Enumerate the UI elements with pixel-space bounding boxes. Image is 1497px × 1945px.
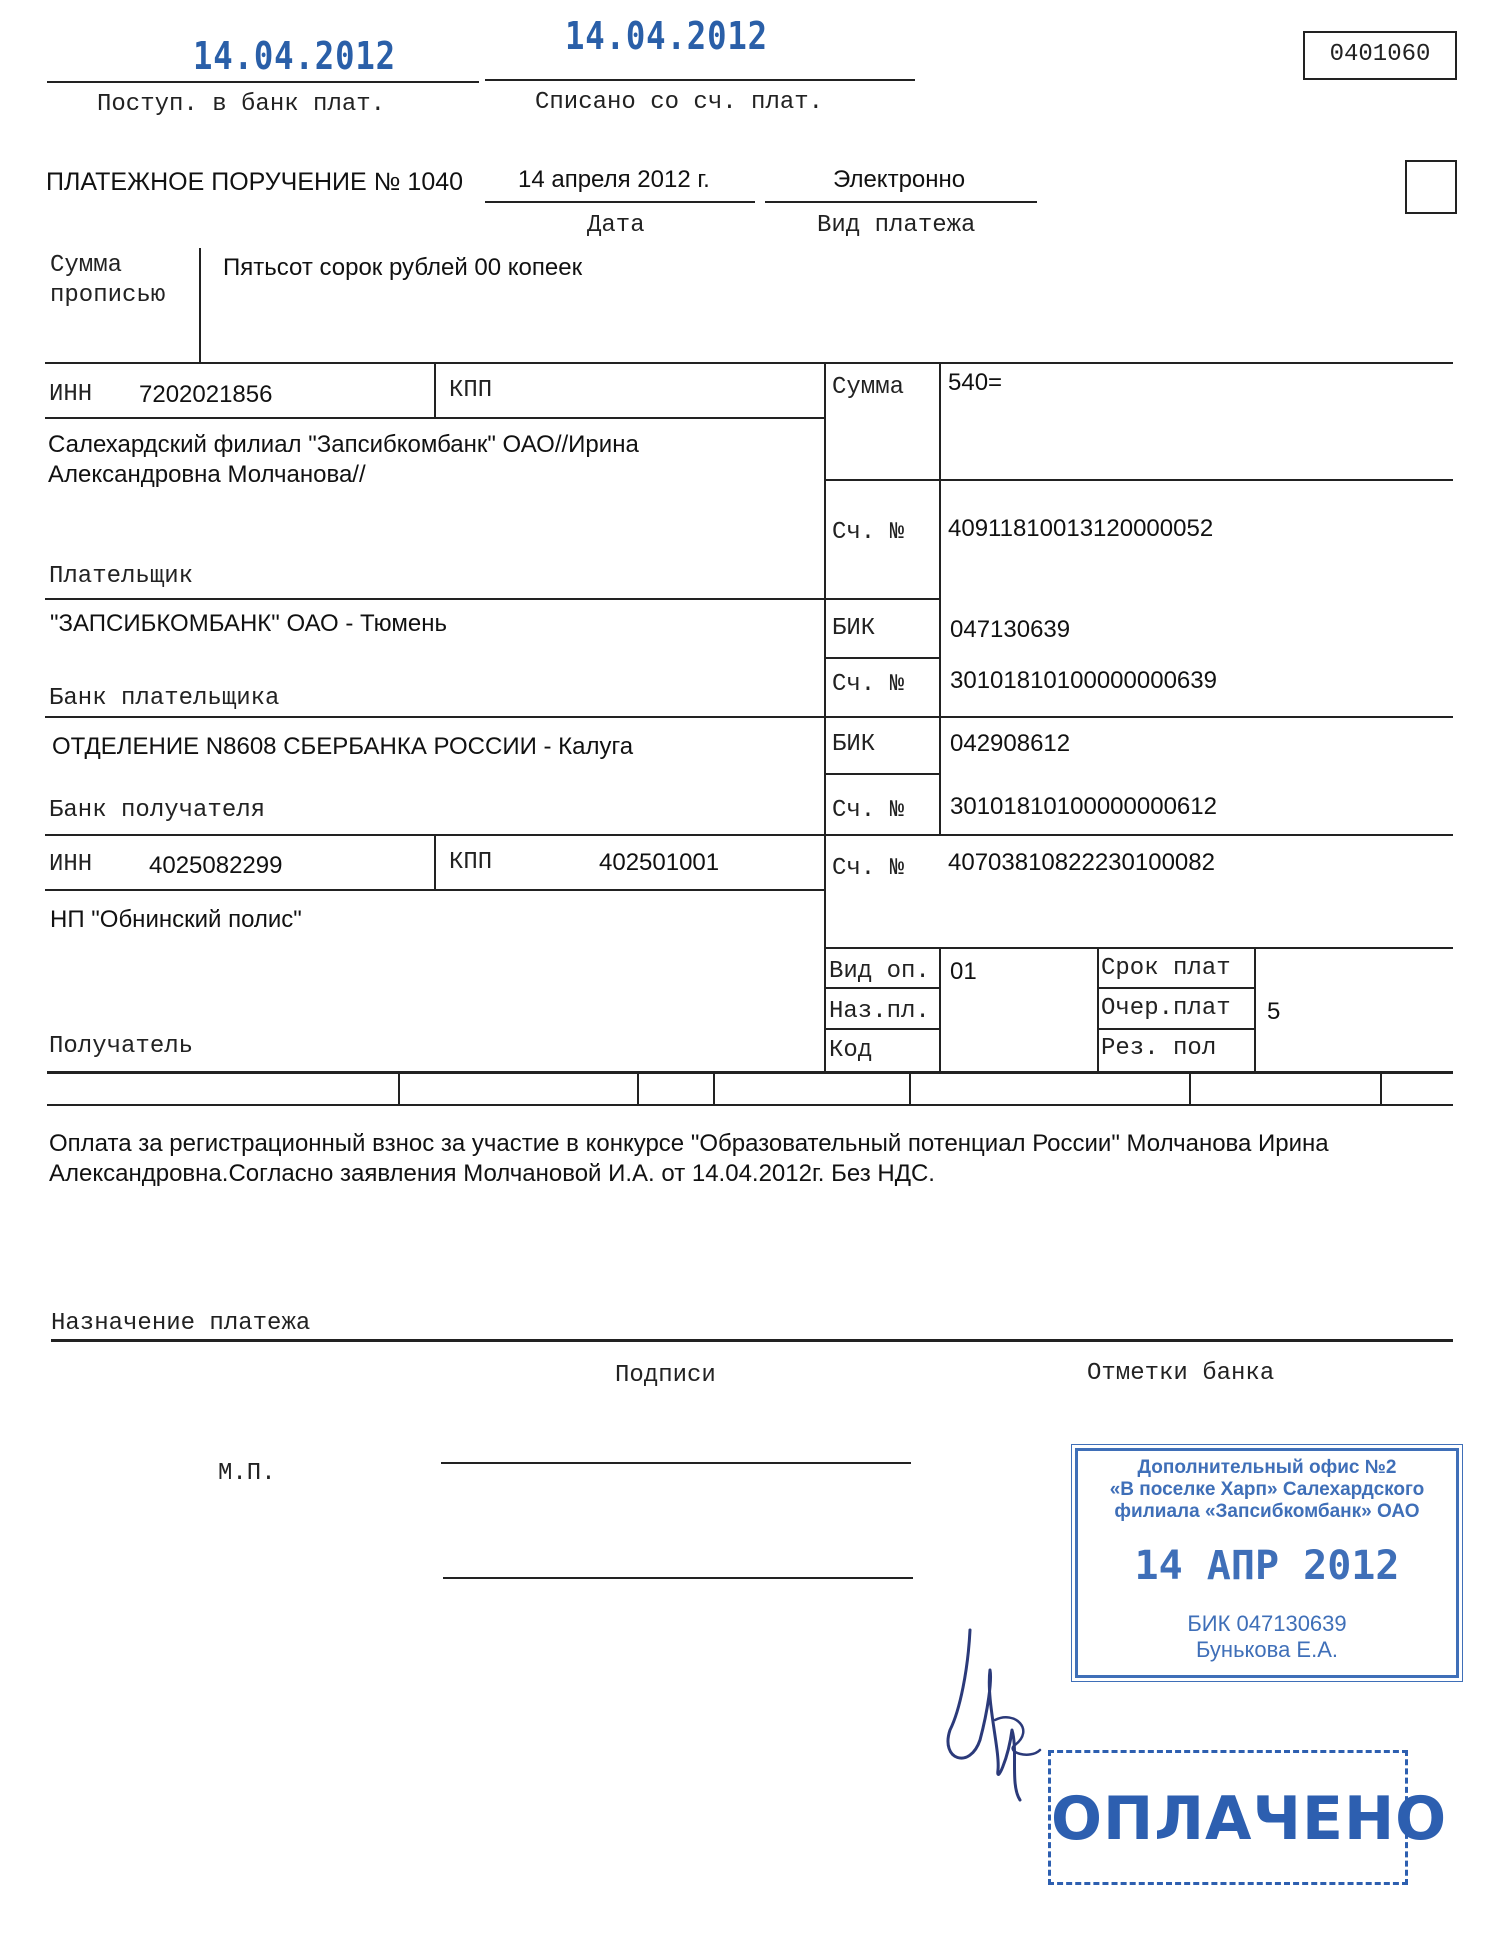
payer-kpp-label: КПП xyxy=(449,377,493,404)
payment-kind-value: Электронно xyxy=(833,166,966,193)
payee-account-value: 40703810822230100082 xyxy=(948,849,1215,876)
purpose-line-2: Александровна.Согласно заявления Молчановой И.А. от 14.04.2012г. Без НДС. xyxy=(49,1160,935,1187)
tax-divider-1 xyxy=(398,1071,400,1104)
grid-line-codes-top xyxy=(825,947,1453,949)
grid-line-payee-bank-bottom xyxy=(45,834,1453,836)
grid-line-code-row-2 xyxy=(825,1028,940,1030)
code-label: Код xyxy=(829,1037,873,1064)
payee-bank-account-label: Сч. № xyxy=(832,797,905,824)
bank-marks-label: Отметки банка xyxy=(1087,1360,1275,1387)
payee-label: Получатель xyxy=(49,1033,194,1060)
purpose-code-label: Наз.пл. xyxy=(829,998,930,1025)
bank-office-stamp xyxy=(1075,1448,1459,1678)
payment-kind-label: Вид платежа xyxy=(817,212,976,239)
payee-name: НП "Обнинский полис" xyxy=(50,906,302,933)
payer-bank-name: "ЗАПСИБКОМБАНК" ОАО - Тюмень xyxy=(50,610,447,637)
date-label: Дата xyxy=(587,212,645,239)
payee-bank-label: Банк получателя xyxy=(49,797,266,824)
bank-stamp-bik: БИК 047130639 xyxy=(1187,1611,1347,1636)
grid-line-account-bottom xyxy=(825,598,940,600)
payment-purpose-label: Назначение платежа xyxy=(51,1310,311,1337)
payee-kpp-value: 402501001 xyxy=(599,849,720,876)
amount-words-value: Пятьсот сорок рублей 00 копеек xyxy=(223,254,583,281)
page-title: ПЛАТЕЖНОЕ ПОРУЧЕНИЕ № 1040 xyxy=(46,168,464,196)
op-type-value: 01 xyxy=(950,958,977,985)
grid-line-tax-bottom xyxy=(47,1104,1453,1106)
purpose-line-1: Оплата за регистрационный взнос за участие в конкурсе "Образовательный потенциал России" Молчанова Ирина xyxy=(49,1130,1329,1157)
payee-kpp-label: КПП xyxy=(449,849,493,876)
debited-label: Списано со сч. плат. xyxy=(535,89,824,116)
amount-words-label-2: прописью xyxy=(50,282,166,309)
grid-line-main-bottom xyxy=(47,1071,1453,1074)
priority-value: 5 xyxy=(1267,998,1281,1025)
op-type-label: Вид оп. xyxy=(829,958,930,985)
payer-bank-account-value: 30101810100000000639 xyxy=(950,667,1217,694)
tax-divider-6 xyxy=(1380,1071,1382,1104)
bank-stamp-date: 14 АПР 2012 xyxy=(1134,1543,1400,1589)
payer-bank-label: Банк плательщика xyxy=(49,685,280,712)
signatures-label: Подписи xyxy=(615,1362,716,1389)
amount-label: Сумма xyxy=(832,374,905,401)
bank-stamp-line-3: филиала «Запсибкомбанк» ОАО xyxy=(1114,1501,1420,1522)
grid-line-payee-inn-bottom xyxy=(45,889,825,891)
checkbox[interactable] xyxy=(1405,160,1457,214)
payee-bank-bik-value: 042908612 xyxy=(950,730,1071,757)
payer-bank-bik-value: 047130639 xyxy=(950,616,1071,643)
grid-vline-codes-right xyxy=(1254,947,1256,1071)
bank-received-line xyxy=(47,81,479,83)
grid-vline-payee-inn-kpp xyxy=(434,834,436,889)
grid-line-amount-bottom-left xyxy=(825,479,940,481)
payer-bank-account-label: Сч. № xyxy=(832,671,905,698)
paid-stamp: ОПЛАЧЕНО xyxy=(1048,1750,1408,1885)
grid-line-code-row-1 xyxy=(825,987,940,989)
payer-bank-bik-label: БИК xyxy=(832,615,876,642)
amount-value: 540= xyxy=(948,369,1003,396)
payee-inn-label: ИНН xyxy=(49,851,93,878)
debited-line xyxy=(485,79,915,81)
form-code-box: 0401060 xyxy=(1303,31,1457,80)
payee-inn-value: 4025082299 xyxy=(149,852,283,879)
grid-vline-label-col-2 xyxy=(939,598,941,834)
bank-stamp-line-2: «В поселке Харп» Салехардского xyxy=(1109,1479,1425,1500)
bank-stamp-line-1: Дополнительный офис №2 xyxy=(1137,1457,1397,1478)
reserve-label: Рез. пол xyxy=(1101,1035,1217,1062)
order-date: 14 апреля 2012 г. xyxy=(518,166,710,193)
bank-stamp-officer: Бунькова Е.А. xyxy=(1195,1637,1339,1662)
grid-line-amount-bottom xyxy=(940,479,1453,481)
grid-line-payer-bottom xyxy=(45,598,825,600)
tax-divider-2 xyxy=(637,1071,639,1104)
grid-line-payer-bank-bottom xyxy=(45,716,1453,718)
grid-vline-label-col-1 xyxy=(939,362,941,606)
payee-bank-account-value: 30101810100000000612 xyxy=(950,793,1217,820)
payee-account-label: Сч. № xyxy=(832,855,905,882)
payer-account-label: Сч. № xyxy=(832,519,905,546)
seal-place-label: М.П. xyxy=(218,1460,276,1487)
tax-divider-4 xyxy=(909,1071,911,1104)
payer-label: Плательщик xyxy=(49,563,194,590)
debited-date-stamp: 14.04.2012 xyxy=(565,14,768,58)
payee-bank-bik-label: БИК xyxy=(832,731,876,758)
grid-line-code-row-1-right xyxy=(1098,987,1255,989)
payer-inn-value: 7202021856 xyxy=(139,381,273,408)
date-line xyxy=(485,201,755,203)
payee-bank-name: ОТДЕЛЕНИЕ N8608 СБЕРБАНКА РОССИИ - Калуга xyxy=(52,733,634,760)
amount-words-divider xyxy=(199,248,201,364)
payment-kind-line xyxy=(765,201,1037,203)
grid-line-code-row-2-right xyxy=(1098,1028,1255,1030)
grid-vline-inn-kpp xyxy=(434,362,436,417)
priority-label: Очер.плат xyxy=(1101,995,1231,1022)
handwritten-signature xyxy=(940,1610,1060,1810)
grid-vline-codes-mid xyxy=(1097,947,1099,1071)
grid-vline-label-col-3 xyxy=(939,947,941,1071)
payer-account-value: 40911810013120000052 xyxy=(948,515,1214,542)
payer-name-line-1: Салехардский филиал "Запсибкомбанк" ОАО//Ирина xyxy=(48,431,639,458)
bank-received-date-stamp: 14.04.2012 xyxy=(193,34,396,78)
amount-words-label-1: Сумма xyxy=(50,252,123,279)
bank-received-label: Поступ. в банк плат. xyxy=(97,91,386,118)
grid-line-inn-bottom xyxy=(45,417,825,419)
tax-divider-5 xyxy=(1189,1071,1191,1104)
grid-line-payee-bik-bottom xyxy=(825,773,940,775)
grid-vline-left-block xyxy=(824,362,826,1071)
grid-line-main-top xyxy=(45,362,1453,364)
payer-name-line-2: Александровна Молчанова// xyxy=(48,461,366,488)
pay-term-label: Срок плат xyxy=(1101,955,1231,982)
purpose-bottom-line xyxy=(51,1339,1453,1342)
signature-line-1 xyxy=(441,1462,911,1464)
signature-line-2 xyxy=(443,1577,913,1579)
grid-line-bik-bottom xyxy=(825,657,940,659)
tax-divider-3 xyxy=(713,1071,715,1104)
payer-inn-label: ИНН xyxy=(49,381,93,408)
